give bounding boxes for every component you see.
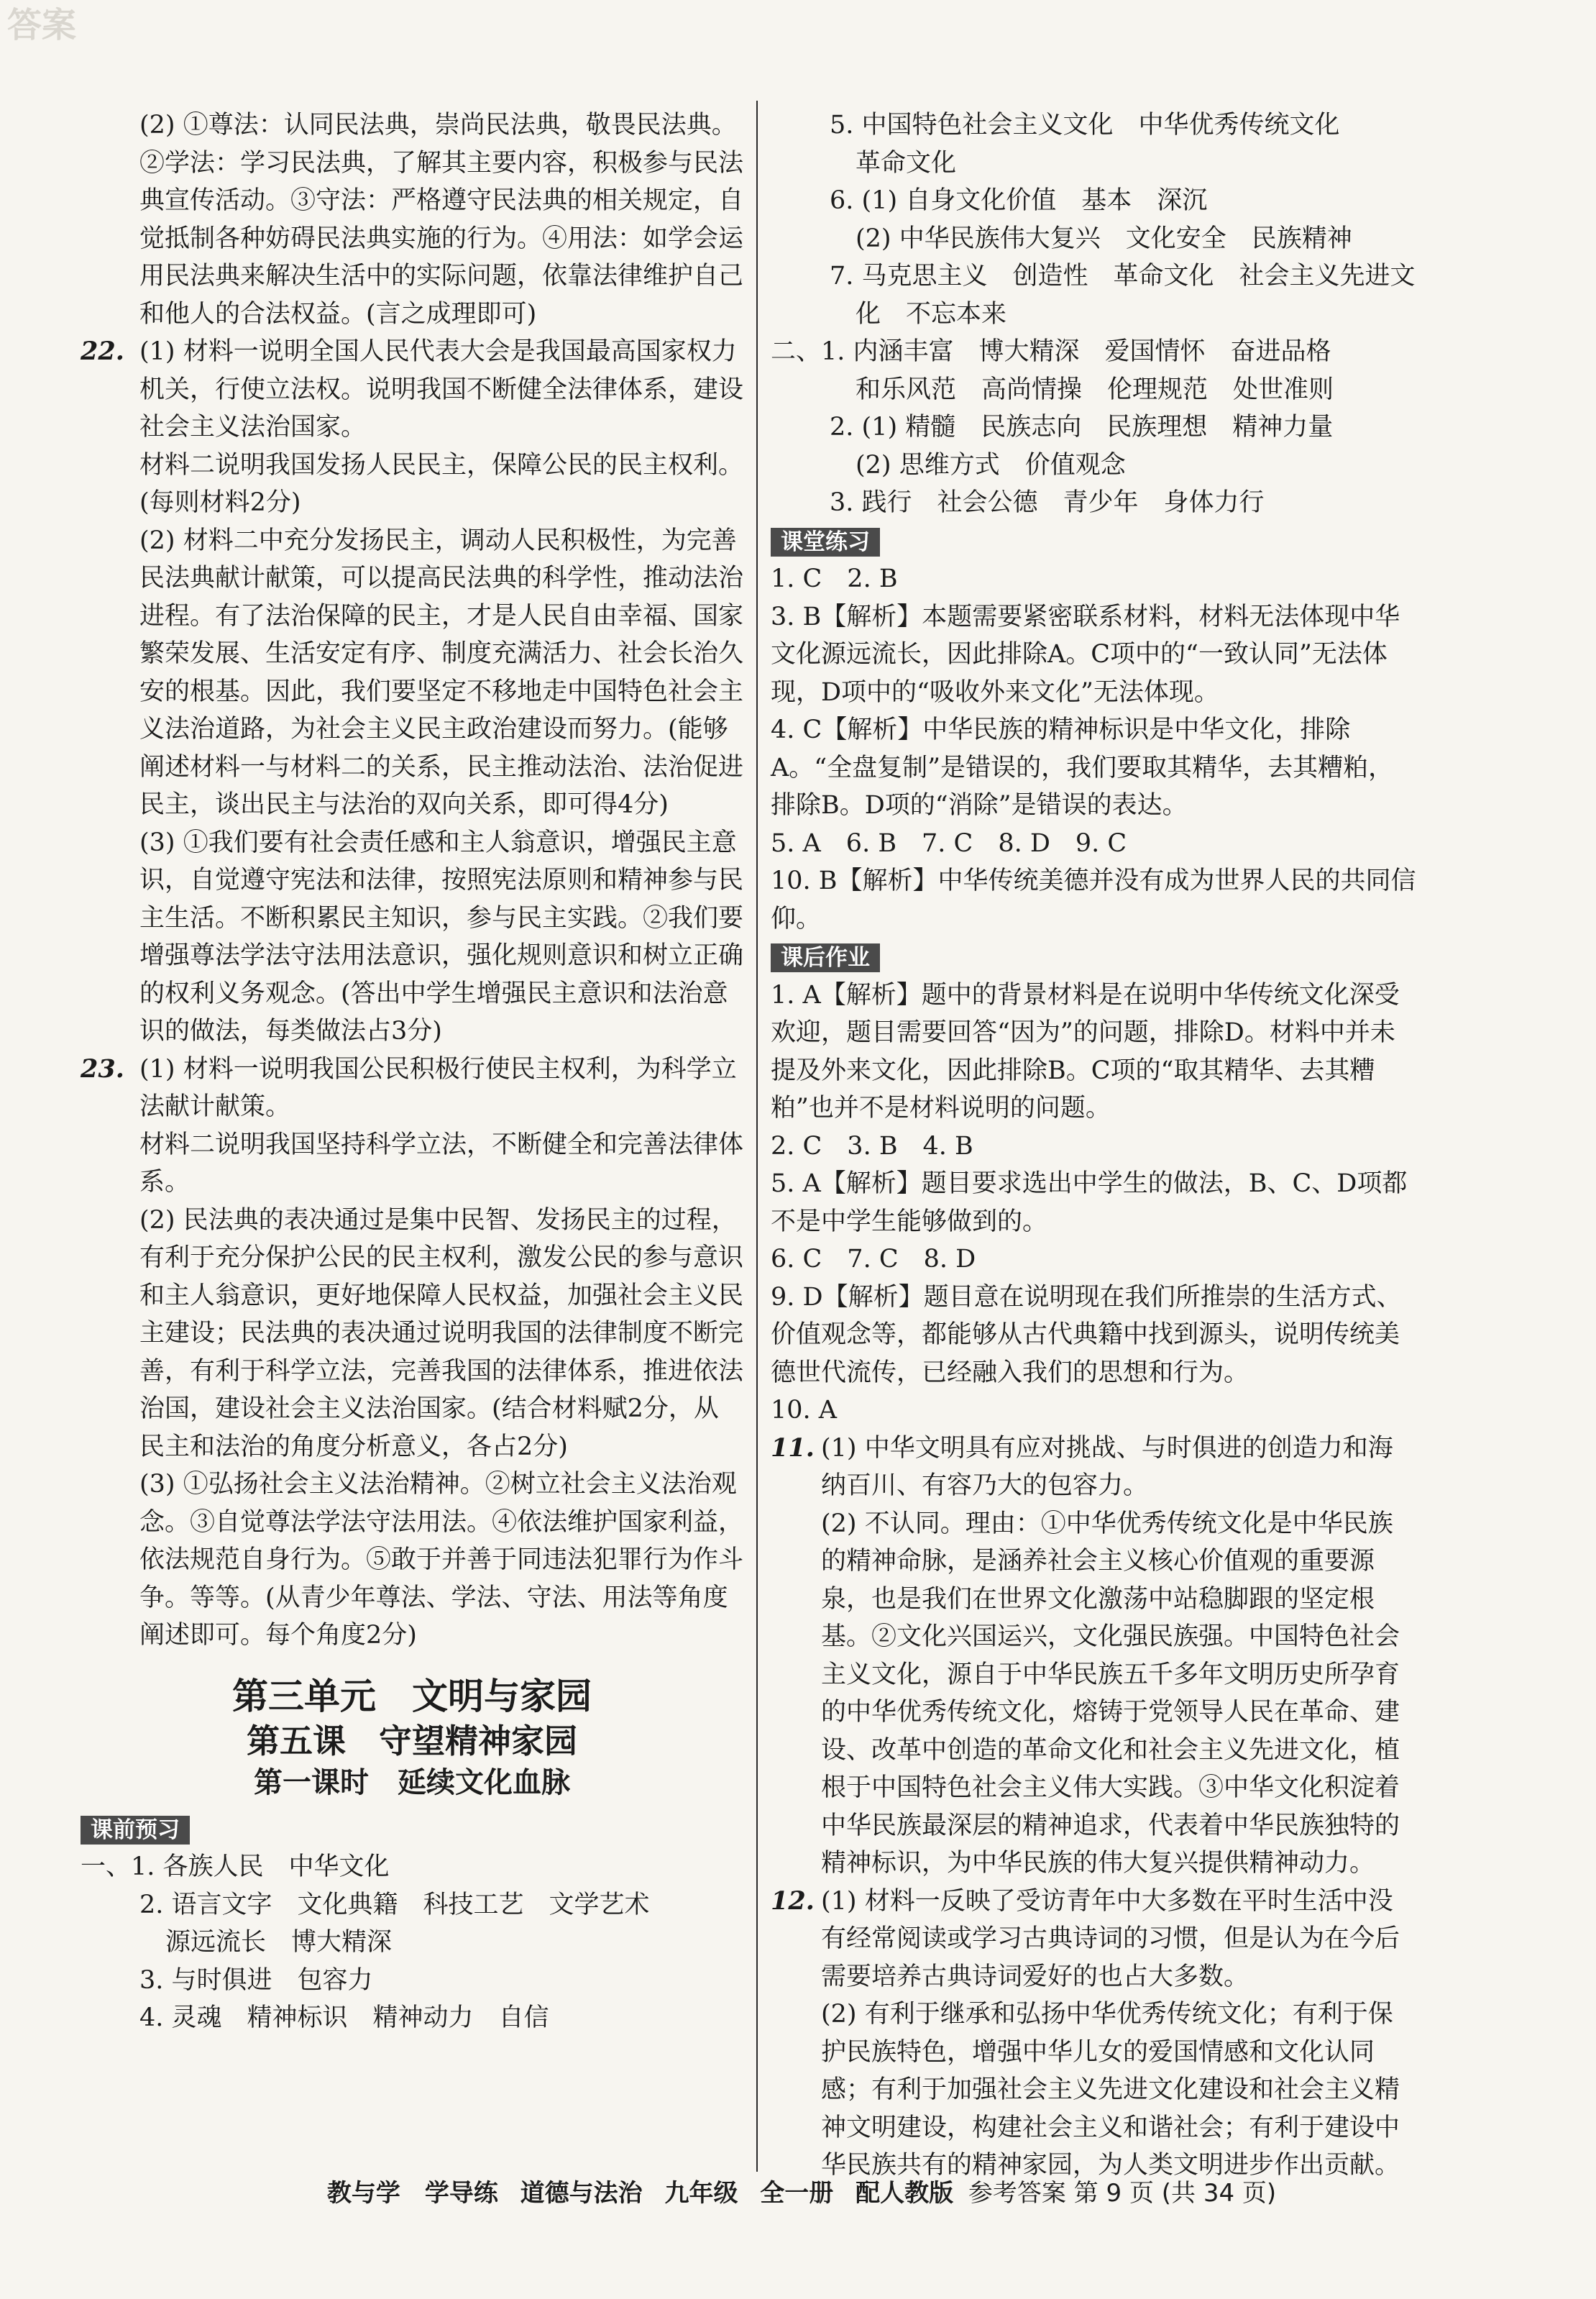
page-footer	[0, 2172, 1596, 2215]
question-number: 22.	[81, 337, 124, 366]
question-number: 11.	[771, 1432, 815, 1463]
answer-item: 2. C 3. B 4. B	[771, 1131, 973, 1161]
question-23	[81, 1051, 743, 1655]
preview-item: 5. 中国特色社会主义文化 中华优秀传统文化	[830, 111, 1340, 140]
footer-brand: 教与学 学导练	[326, 2179, 498, 2208]
answer-item: 5. A【解析】题目要求选出中学生的做法，B、C、D项都不是中学生能够做到的。	[771, 1169, 1408, 1236]
preview-item: 7. 马克思主义 创造性 革命文化 社会主义先进文	[830, 262, 1416, 291]
answer-item: 3. B【解析】本题需要紧密联系材料，材料无法体现中华文化源远流长，因此排除A。C项中的“一致认同”无法体现，D项中的“吸收外来文化”无法体现。	[771, 602, 1400, 707]
answer-item: 1. A【解析】题中的背景材料是在说明中华传统文化深受欢迎，题目需要回答“因为”的问题，排除D。材料中并未提及外来文化，因此排除B。C项的“取其精华、去其糟粕”也并不是材料说明的问题。	[771, 980, 1400, 1123]
question-22	[81, 333, 743, 1051]
preview-item: 二、1. 内涵丰富 博大精深 爱国情怀 奋进品格	[771, 337, 1331, 366]
answer-item: 1. C 2. B	[771, 565, 898, 593]
q22-part1a: (1) 材料一说明全国人民代表大会是我国最高国家权力机关，行使立法权。说明我国不断健全法律体系，建设社会主义法治国家。	[139, 337, 744, 442]
question-number: 12.	[771, 1886, 815, 1916]
preview-item: 2. 语言文字 文化典籍 科技工艺 文学艺术	[139, 1890, 650, 1919]
h12-part1: (1) 材料一反映了受访青年中大多数在平时生活中没有经常阅读或学习古典诗词的习惯，但是认为在今后需要培养古典诗词爱好的也占大多数。	[821, 1886, 1400, 1991]
section-tag-preview: 课前预习	[81, 1816, 190, 1845]
answer-item: 4. C【解析】中华民族的精神标识是中华文化，排除A。“全盘复制”是错误的，我们要取其精华，去其糟粕，排除B。D项的“消除”是错误的表达。	[771, 716, 1394, 820]
footer-page-number: 第 9 页 (共 34 页)	[1073, 2179, 1277, 2208]
right-column	[771, 106, 1418, 2185]
q21-part2: (2) ①尊法：认同民法典，崇尚民法典，敬畏民法典。②学法：学习民法典，了解其主要内容，积极参与民法典宣传活动。③守法：严格遵守民法典的相关规定，自觉抵制各种妨碍民法典实施的行为。④用法：如学会运用民法典来解决生活中的实际问题，依靠法律维护自己和他人的合法权益。(言之成理即可)	[139, 111, 744, 329]
question-number: 23.	[81, 1053, 124, 1084]
answer-item: 10. A	[771, 1396, 838, 1425]
preview-item: (2) 中华民族伟大复兴 文化安全 民族精神	[856, 224, 1352, 253]
preview-item: 3. 践行 社会公德 青少年 身体力行	[830, 488, 1265, 517]
q22-part3: (3) ①我们要有社会责任感和主人翁意识，增强民主意识，自觉遵守宪法和法律，按照宪法原则和精神参与民主生活。不断积累民主知识，参与民主实践。②我们要增强尊法学法守法用法意识，强化规则意识和树立正确的权利义务观念。(答出中学生增强民主意识和法治意识的做法，每类做法占3分)	[139, 828, 744, 1046]
footer-volume: 全一册	[760, 2179, 834, 2208]
column-divider	[756, 101, 758, 2172]
q22-part2: (2) 材料二中充分发扬民主，调动人民积极性，为完善民法典献计献策，可以提高民法典的科学性，推动法治进程。有了法治保障的民主，才是人民自由幸福、国家繁荣发展、生活安定有序、制度充满活力、社会长治久安的根基。因此，我们要坚定不移地走中国特色社会主义法治道路，为社会主义民主政治建设而努力。(能够阐述材料一与材料二的关系，民主推动法治、法治促进民主，谈出民主与法治的双向关系，即可得4分)	[139, 526, 744, 819]
lesson-title: 第五课 守望精神家园	[247, 1721, 577, 1760]
q23-part2: (2) 民法典的表决通过是集中民智、发扬民主的过程，有利于充分保护公民的民主权利，激发公民的参与意识和主人翁意识，更好地保障人民权益，加强社会主义民主建设；民法典的表决通过说明我国的法律制度不断完善，有利于科学立法，完善我国的法律体系，推进依法治国，建设社会主义法治国家。(结合材料赋2分，从民主和法治的角度分析意义，各占2分)	[139, 1205, 744, 1461]
footer-grade: 九年级	[664, 2179, 738, 2208]
question-12	[771, 1883, 1418, 2185]
q22-part1b: 材料二说明我国发扬人民民主，保障公民的民主权利。(每则材料2分)	[139, 450, 744, 517]
q23-part3: (3) ①弘扬社会主义法治精神。②树立社会主义法治观念。③自觉尊法学法守法用法。④依法维护国家利益，依法规范自身行为。⑤敢于并善于同违法犯罪行为作斗争。等等。(从青少年尊法、学法、守法、用法等角度阐述即可。每个角度2分)	[139, 1470, 744, 1650]
preview-item: 革命文化	[856, 148, 957, 178]
q23-part1a: (1) 材料一说明我国公民积极行使民主权利，为科学立法献计献策。	[139, 1054, 737, 1121]
h11-part1: (1) 中华文明具有应对挑战、与时俱进的创造力和海纳百川、有容乃大的包容力。	[821, 1433, 1393, 1500]
preview-item: 源远流长 博大精深	[165, 1928, 393, 1957]
preview-item: 化 不忘本来	[856, 299, 1007, 329]
h12-part2: (2) 有利于继承和弘扬中华优秀传统文化；有利于保护民族特色，增强中华儿女的爱国情感和文化认同感；有利于加强社会主义先进文化建设和社会主义精神文明建设，构建社会主义和谐社会；有利于建设中华民族共有的精神家园，为人类文明进步作出贡献。	[821, 2000, 1400, 2180]
answer-item: 6. C 7. C 8. D	[771, 1245, 976, 1274]
question-11	[771, 1430, 1418, 1883]
section-tag-classwork: 课堂练习	[771, 528, 880, 557]
footer-section: 参考答案	[968, 2179, 1066, 2208]
q23-part1b: 材料二说明我国坚持科学立法，不断健全和完善法律体系。	[139, 1130, 744, 1197]
preview-item: 4. 灵魂 精神标识 精神动力 自信	[139, 2003, 549, 2032]
preview-item: 3. 与时俱进 包容力	[139, 1965, 373, 1995]
period-title: 第一课时 延续文化血脉	[254, 1765, 570, 1799]
preview-item: 6. (1) 自身文化价值 基本 深沉	[830, 186, 1208, 215]
section-tag-homework: 课后作业	[771, 943, 880, 972]
answer-item: 5. A 6. B 7. C 8. D 9. C	[771, 828, 1127, 858]
h11-part2: (2) 不认同。理由：①中华优秀传统文化是中华民族的精神命脉，是涵养社会主义核心价值观的重要源泉，也是我们在世界文化激荡中站稳脚跟的坚定根基。②文化兴国运兴，文化强民族强。中国特色社会主义文化，源自于中华民族五千多年文明历史所孕育的中华优秀传统文化，熔铸于党领导人民在革命、建设、改革中创造的革命文化和社会主义先进文化，植根于中国特色社会主义伟大实践。③中华文化积淀着中华民族最深层的精神追求，代表着中华民族独特的精神标识，为中华民族的伟大复兴提供精神动力。	[821, 1509, 1400, 1878]
answer-item: 10. B【解析】中华传统美德并没有成为世界人民的共同信仰。	[771, 867, 1416, 933]
preview-item: 一、1. 各族人民 中华文化	[81, 1852, 390, 1881]
preview-item: 和乐风范 高尚情操 伦理规范 处世准则	[856, 375, 1334, 404]
corner-watermark: 答案	[7, 5, 77, 45]
answer-item: 9. D【解析】题目意在说明现在我们所推崇的生活方式、价值观念等，都能够从古代典籍中找到源头，说明传统美德世代流传，已经融入我们的思想和行为。	[771, 1282, 1402, 1387]
preview-item: 2. (1) 精髓 民族志向 民族理想 精神力量	[830, 413, 1334, 442]
preview-item: (2) 思维方式 价值观念	[856, 450, 1126, 480]
left-column	[81, 106, 743, 2037]
footer-edition: 配人教版	[856, 2179, 954, 2208]
footer-subject: 道德与法治	[520, 2179, 643, 2208]
unit-title: 第三单元 文明与家园	[232, 1675, 592, 1717]
